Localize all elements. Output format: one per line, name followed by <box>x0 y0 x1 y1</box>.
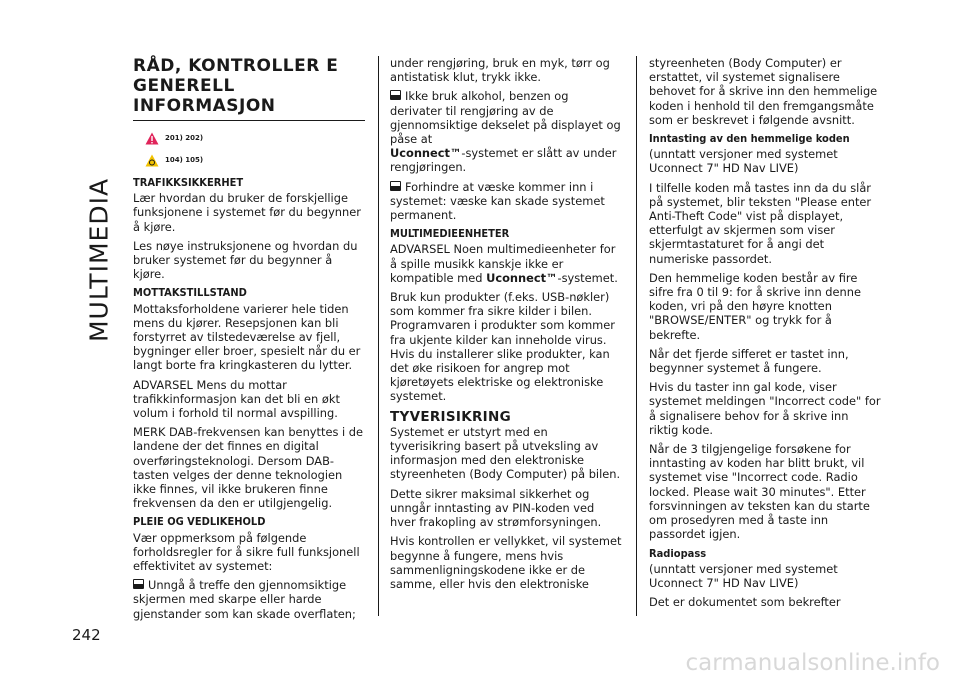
bullet-icon <box>390 181 401 191</box>
paragraph: I tilfelle koden må tastes inn da du slår på systemet, blir teksten "Please enter Anti-Theft Code" vist på displayet, etterfulgt av skjermen som viser skjermtastaturet for å angi det numeriske passordet. <box>649 180 872 266</box>
paragraph: Hvis du taster inn gal kode, viser systemet meldingen "Incorrect code" for å signalisere behov for å skrive inn riktig kode. <box>649 380 881 437</box>
bullet-icon <box>390 90 401 100</box>
paragraph: Dette sikrer maksimal sikkerhet og unngår inntasting av PIN-koden ved hver frakopling av strømforsyningen. <box>390 486 602 530</box>
heading-secret-code: Inntasting av den hemmelige koden <box>649 132 850 146</box>
caution-triangle-yellow-icon <box>145 154 159 167</box>
heading-radiopass: Radiopass <box>649 546 707 560</box>
column-3 <box>649 56 881 614</box>
paragraph: Hvis kontrollen er vellykket, vil systemet begynne å fungere, mens hvis sammenligningskodene ikke er de samme, eller hvis den elektroniske <box>390 534 622 591</box>
section-title: RÅD, KONTROLLER E GENERELL INFORMASJON <box>133 56 339 116</box>
column-divider <box>636 56 637 616</box>
paragraph: Systemet er utstyrt med en tyverisikring basert på utveksling av informasjon med den elektroniske styreenheten (Body Computer) på bilen. <box>390 424 621 482</box>
watermark: carmanualsonline.info <box>685 650 940 676</box>
paragraph: Når de 3 tilgjengelige forsøkene for inntasting av koden har blitt brukt, vil systemet vise "Incorrect code. Radio locked. Please wait 30 minutes". Etter forsvinningen av teksten kan du starte om prosedyren med å taste inn passordet igjen. <box>649 442 870 542</box>
paragraph: styreenheten (Body Computer) er erstattet, vil systemet signalisere behovet for å skrive inn den hemmelige koden i henhold til den fremgangsmåte som er beskrevet i følgende avsnitt. <box>649 56 878 127</box>
paragraph: (unntatt versjoner med systemet Uconnect 7" HD Nav LIVE) <box>649 561 838 590</box>
heading-care: PLEIE OG VEDLIKEHOLD <box>133 515 266 529</box>
warning-ref-text: 201) 202) <box>165 133 204 142</box>
heading-reception: MOTTAKSTILLSTAND <box>133 286 247 300</box>
heading-anti-theft: TYVERISIKRING <box>390 408 511 425</box>
paragraph: under rengjøring, bruk en myk, tørr og antistatisk klut, trykk ikke. <box>390 56 610 85</box>
warning-ref-row <box>145 127 365 149</box>
side-section-title: MULTIMEDIA <box>84 177 114 343</box>
warning-paragraph: ADVARSEL Noen multimedieenheter for å spille musikk kanskje ikke er kompatible med Uconnect™-systemet. <box>390 242 618 285</box>
bullet-item: Forhindre at væske kommer inn i systemet: væske kan skade systemet permanent. <box>390 179 605 223</box>
warning-triangle-red-icon <box>145 132 159 145</box>
paragraph: Vær oppmerksom på følgende forholdsregler for å sikre full funksjonell effektivitet av systemet: <box>133 530 360 574</box>
column-2 <box>390 56 622 596</box>
paragraph: Det er dokumentet som bekrefter <box>649 595 841 610</box>
bullet-icon <box>133 579 144 589</box>
warning-paragraph: ADVARSEL Mens du mottar trafikkinformasjon kan det bli en økt volum i forhold til normal avspilling. <box>133 377 340 421</box>
column-1 <box>133 56 365 626</box>
heading-multimedia-devices: MULTIMEDIEENHETER <box>390 227 510 241</box>
caution-ref-text: 104) 105) <box>165 155 204 164</box>
heading-traffic-safety: TRAFIKKSIKKERHET <box>133 176 244 189</box>
note-paragraph: MERK DAB-frekvensen kan benyttes i de landene der det finnes en digital overføringsteknologi. Dersom DAB-tasten velges der denne teknologien ikke finnes, vil ikke brukeren finne frekvensen da den er utilgjengelig. <box>133 425 364 511</box>
column-divider <box>378 56 379 616</box>
bullet-item: Unngå å treffe den gjennomsiktige skjermen med skarpe eller harde gjenstander som kan skade overflaten; <box>133 578 356 621</box>
paragraph: Den hemmelige koden består av fire sifre fra 0 til 9: for å skrive inn denne koden, vri på den høyre knotten "BROWSE/ENTER" og trykk for å bekrefte. <box>649 270 861 342</box>
page-number: 242 <box>72 626 101 644</box>
paragraph: Les nøye instruksjonene og hvordan du bruker systemet før du begynner å kjøre. <box>133 238 358 282</box>
title-underline <box>133 120 365 121</box>
caution-ref-row <box>145 149 365 171</box>
paragraph: Bruk kun produkter (f.eks. USB-nøkler) som kommer fra sikre kilder i bilen. Programvaren i produkter som kommer fra ukjente kilder kan inneholde virus. Hvis du installerer slike produkter, kan det øke risikoen for angrep mot kjøretøyets elektriske og elektroniske systemet. <box>390 290 615 404</box>
paragraph: Mottaksforholdene varierer hele tiden mens du kjører. Resepsjonen kan bli forstyrret av tilstedeværelse av fjell, bygninger eller broer, spesielt når du er langt borte fra kringkasteren du lytter. <box>133 301 361 373</box>
paragraph: Lær hvordan du bruker de forskjellige funksjonene i systemet før du begynner å kjøre. <box>133 191 361 234</box>
bullet-item: Ikke bruk alkohol, benzen og derivater til rengjøring av de gjennomsiktige dekselet på displayet og påse at Uconnect™-systemet er slått av under rengjøringen. <box>390 89 621 175</box>
paragraph: (unntatt versjoner med systemet Uconnect 7" HD Nav LIVE) <box>649 147 838 176</box>
paragraph: Når det fjerde sifferet er tastet inn, begynner systemet å fungere. <box>649 346 849 376</box>
